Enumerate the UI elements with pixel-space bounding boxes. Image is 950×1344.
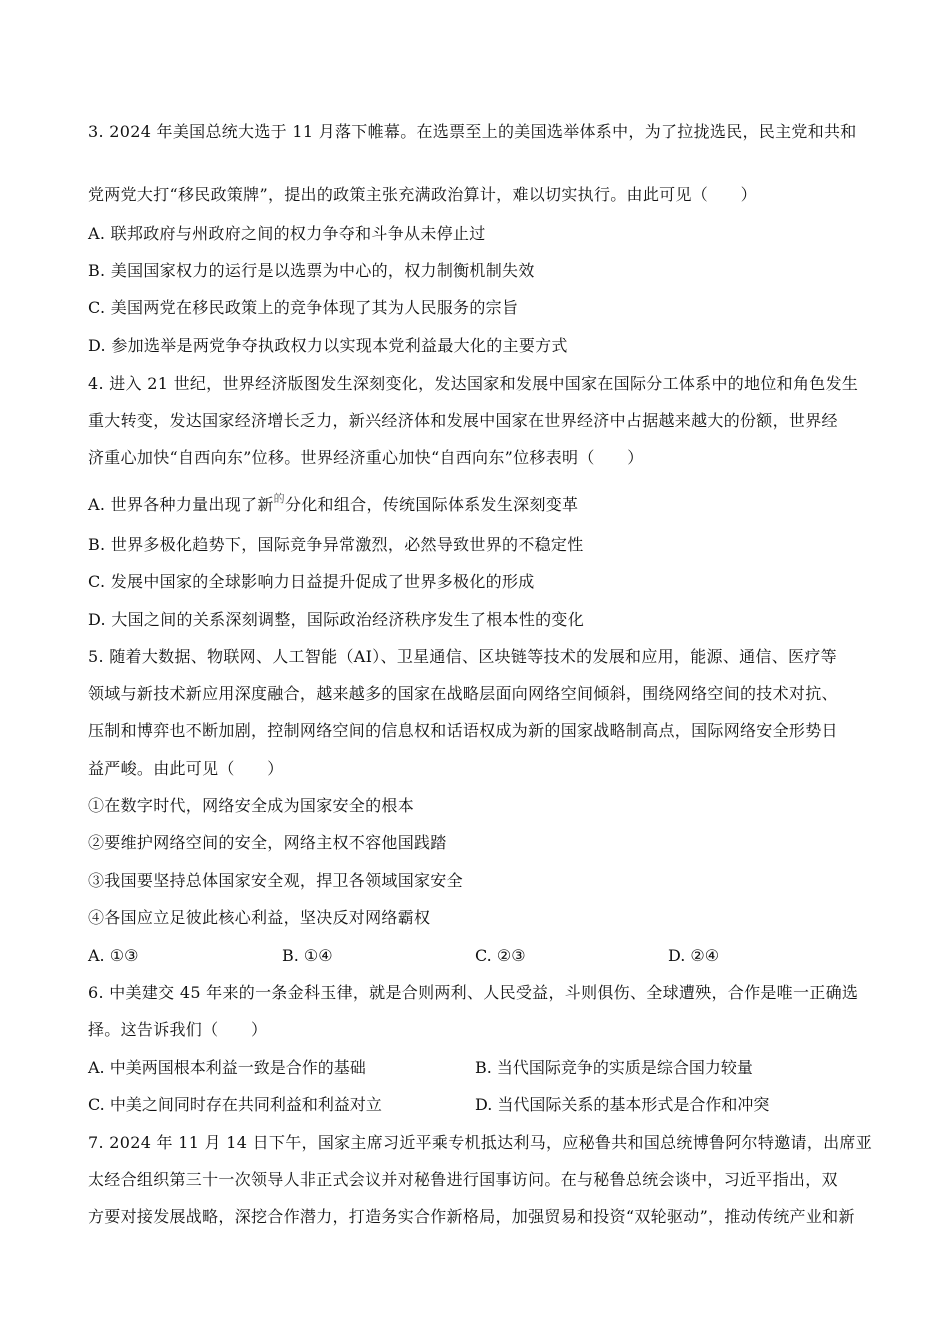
- q4-option-a-text-2: 分化和组合，传统国际体系发生深刻变革: [284, 495, 579, 514]
- q5-statement-3: ③我国要坚持总体国家安全观，捍卫各领域国家安全: [88, 871, 463, 890]
- q5-statement-4: ④各国应立足彼此核心利益，坚决反对网络霸权: [88, 908, 431, 927]
- q3-option-c: C. 美国两党在移民政策上的竞争体现了其为人民服务的宗旨: [88, 298, 519, 317]
- q6-option-a: A. 中美两国根本利益一致是合作的基础: [88, 1058, 366, 1077]
- q5-stem-line-4: 益严峻。由此可见（ ）: [88, 759, 284, 778]
- q4-stem-line-3: 济重心加快“自西向东”位移。世界经济重心加快“自西向东”位移表明（ ）: [88, 448, 644, 467]
- q3-stem-line-1: 3. 2024 年美国总统大选于 11 月落下帷幕。在选票至上的美国选举体系中，为了拉拢选民，民主党和共和: [88, 122, 857, 141]
- q3-option-b: B. 美国国家权力的运行是以选票为中心的，权力制衡机制失效: [88, 261, 535, 280]
- q4-option-d: D. 大国之间的关系深刻调整，国际政治经济秩序发生了根本性的变化: [88, 610, 585, 629]
- q4-option-a: [88, 492, 579, 517]
- q6-option-d: D. 当代国际关系的基本形式是合作和冲突: [475, 1095, 770, 1114]
- q5-statement-1: ①在数字时代，网络安全成为国家安全的根本: [88, 796, 415, 815]
- q4-stem-line-2: 重大转变，发达国家经济增长乏力，新兴经济体和发展中国家在世界经济中占据越来越大的份额，世界经: [88, 411, 838, 430]
- q5-stem-line-1: 5. 随着大数据、物联网、人工智能（AI）、卫星通信、区块链等技术的发展和应用，能源、通信、医疗等: [88, 647, 837, 666]
- q7-stem-line-2: 太经合组织第三十一次领导人非正式会议并对秘鲁进行国事访问。在与秘鲁总统会谈中，习近平指出，双: [88, 1170, 838, 1189]
- q7-stem-line-3: 方要对接发展战略，深挖合作潜力，打造务实合作新格局，加强贸易和投资“双轮驱动”，推动传统产业和新: [88, 1207, 855, 1226]
- q6-stem-line-2: 择。这告诉我们（ ）: [88, 1020, 268, 1039]
- q4-option-c: C. 发展中国家的全球影响力日益提升促成了世界多极化的形成: [88, 572, 535, 591]
- q7-stem-line-1: 7. 2024 年 11 月 14 日下午，国家主席习近平乘专机抵达利马，应秘鲁共和国总统博鲁阿尔特邀请，出席亚: [88, 1133, 873, 1152]
- q3-option-d: D. 参加选举是两党争夺执政权力以实现本党利益最大化的主要方式: [88, 336, 568, 355]
- q4-stem-line-1: 4. 进入 21 世纪，世界经济版图发生深刻变化，发达国家和发展中国家在国际分工体系中的地位和角色发生: [88, 374, 859, 393]
- q5-option-a: A. ①③: [88, 946, 139, 965]
- q5-option-c: C. ②③: [475, 946, 526, 965]
- q6-option-b: B. 当代国际竞争的实质是综合国力较量: [475, 1058, 753, 1077]
- q5-option-d: D. ②④: [668, 946, 720, 965]
- q6-stem-line-1: 6. 中美建交 45 年来的一条金科玉律，就是合则两利、人民受益，斗则俱伤、全球遭殃，合作是唯一正确选: [88, 983, 859, 1002]
- q3-stem-line-2: 党两党大打“移民政策牌”，提出的政策主张充满政治算计，难以切实执行。由此可见（ ）: [88, 185, 757, 204]
- q4-option-a-stray-char: 的: [273, 492, 285, 505]
- q4-option-b: B. 世界多极化趋势下，国际竞争异常激烈，必然导致世界的不稳定性: [88, 535, 584, 554]
- q5-option-b: B. ①④: [282, 946, 333, 965]
- q5-stem-line-2: 领域与新技术新应用深度融合，越来越多的国家在战略层面向网络空间倾斜，围绕网络空间的技术对抗、: [88, 684, 838, 703]
- q4-option-a-text-1: A. 世界各种力量出现了新: [88, 495, 274, 514]
- q6-option-c: C. 中美之间同时存在共同利益和利益对立: [88, 1095, 382, 1114]
- q3-option-a: A. 联邦政府与州政府之间的权力争夺和斗争从未停止过: [88, 224, 486, 243]
- q5-statement-2: ②要维护网络空间的安全，网络主权不容他国践踏: [88, 833, 447, 852]
- q5-stem-line-3: 压制和博弈也不断加剧，控制网络空间的信息权和话语权成为新的国家战略制高点，国际网络安全形势日: [88, 721, 838, 740]
